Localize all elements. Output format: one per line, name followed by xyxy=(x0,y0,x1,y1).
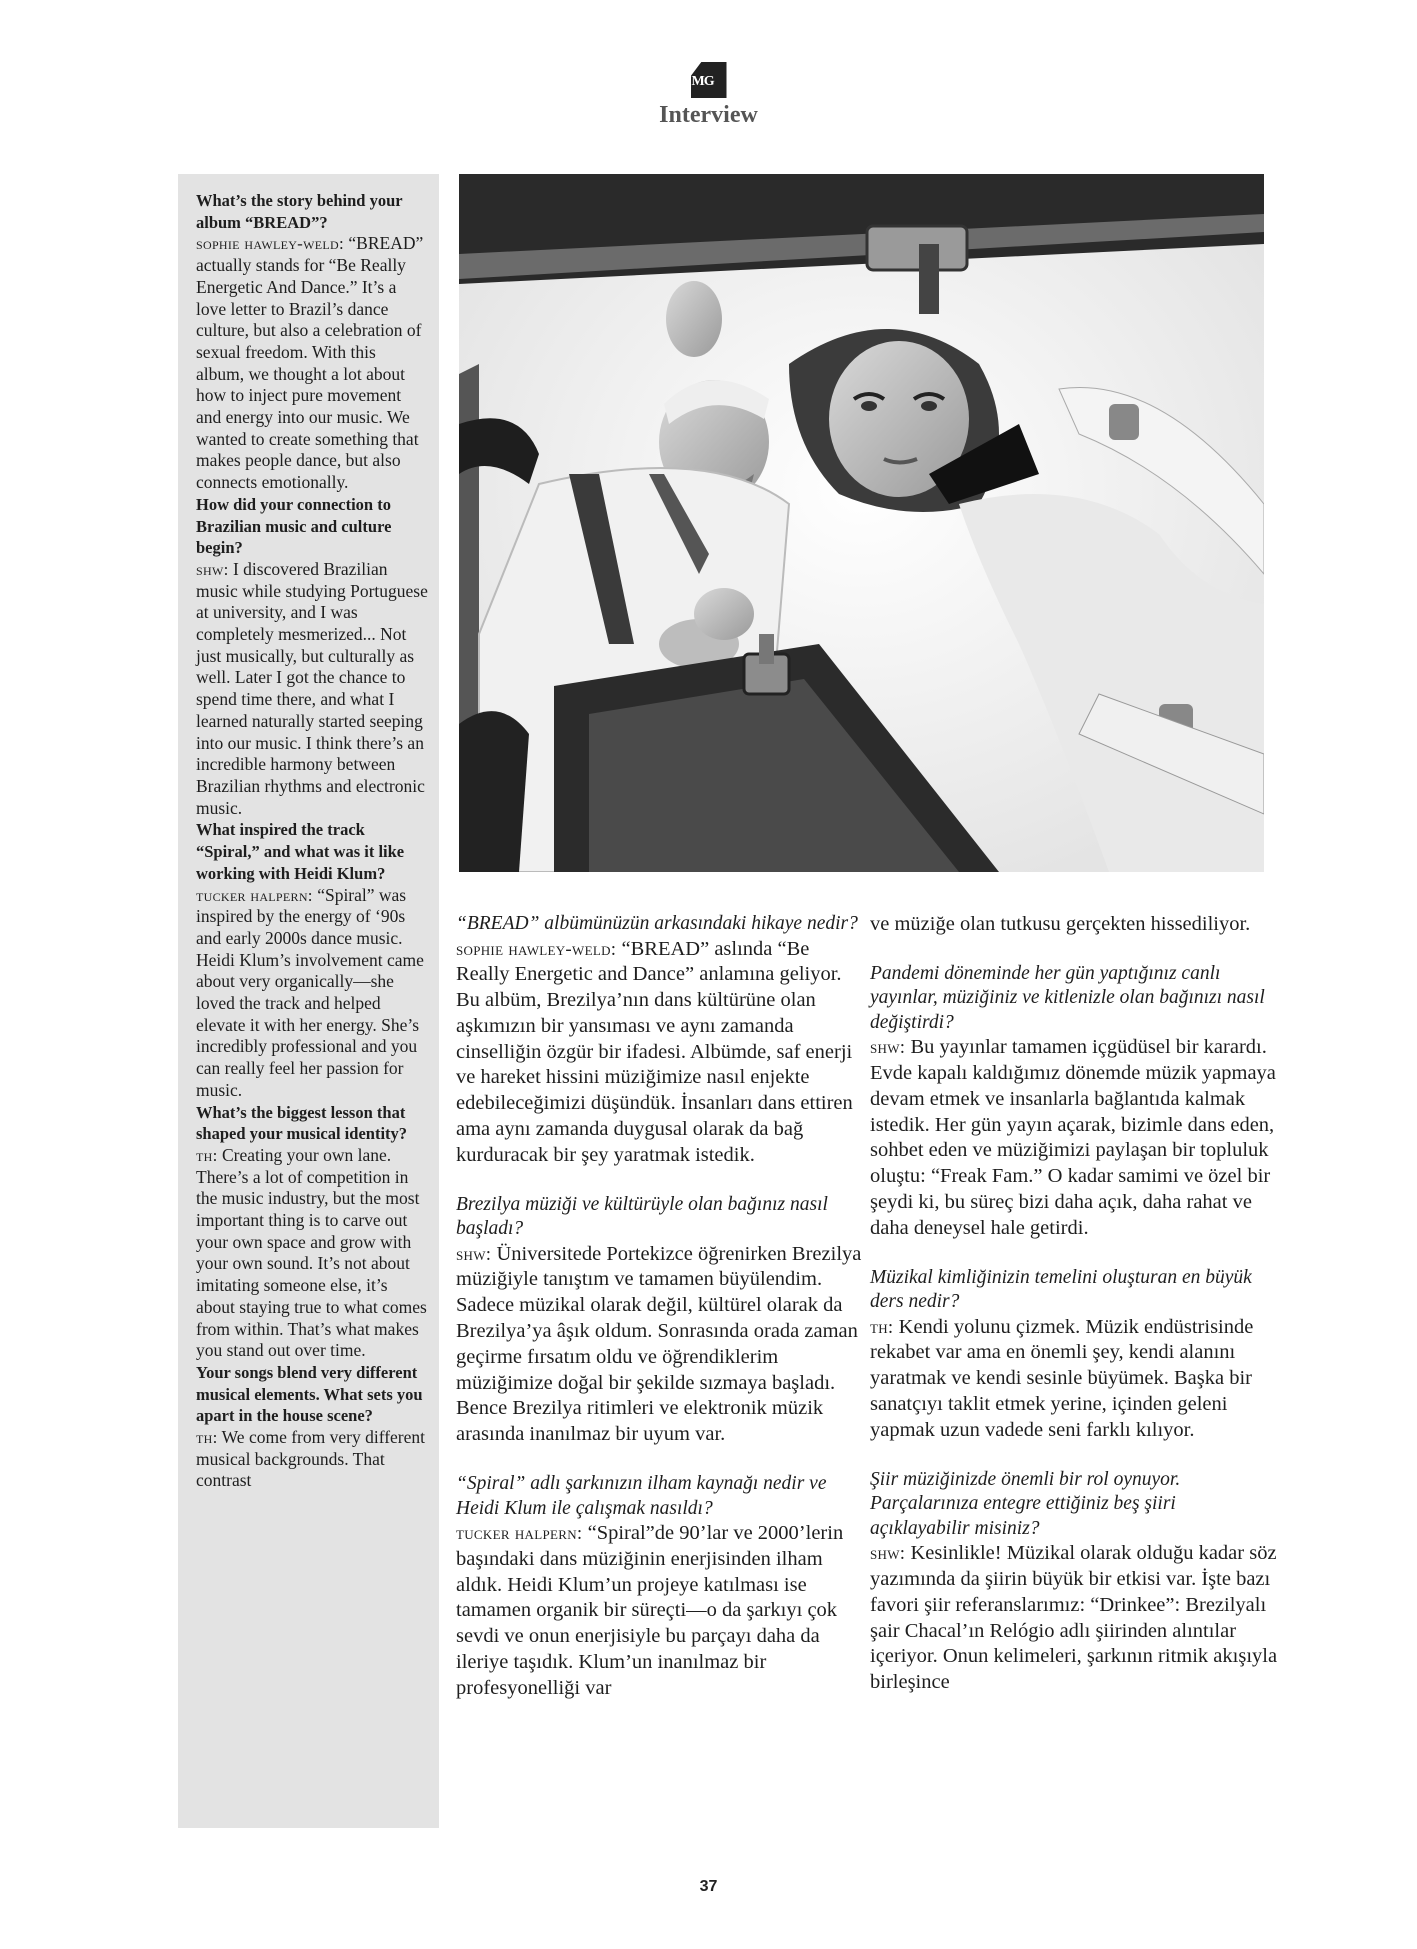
interview-question: Brezilya müziği ve kültürüyle olan bağınız nasıl başladı? xyxy=(456,1193,828,1240)
paragraph-gap xyxy=(870,1444,1280,1468)
speaker-name: sophie hawley-weld: xyxy=(196,234,345,254)
interview-question: What’s the biggest lesson that shaped your musical identity? xyxy=(196,1102,408,1144)
speaker-name: th: xyxy=(870,1316,894,1338)
answer-text: Bu yayınlar tamamen içgüdüsel bir karardı. Evde kapalı kaldığımız dönemde müzik yapmaya devam etmek ve insanlarla bağlantıda kalmak istedik. Her gün yayın açarak, bizimle dans eden, sohbet eden ve müziğimizi paylaşan bir topluluk oluştu: “Freak Fam.” O kadar samimi ve özel bir şeydi ki, bu süreç bizi daha açık, daha rahat ve daha deneysel hale getirdi. xyxy=(870,1036,1276,1239)
interview-answer xyxy=(196,233,428,493)
hinge-top xyxy=(867,226,967,270)
interview-answer xyxy=(456,937,866,1169)
answer-text: We come from very different musical backgrounds. That contrast xyxy=(196,1427,426,1491)
answer-text: Creating your own lane. There’s a lot of competition in the music industry, but the most important thing is to carve out your own space and grow with your own sound. It’s not about imitating someone else, it’s about staying true to what comes from within. That’s what makes you stand out over time. xyxy=(196,1144,427,1361)
speaker-name: shw: xyxy=(870,1037,906,1059)
answer-text: “Spiral”de 90’lar ve 2000’lerin başındaki dans müziğinin enerjisinden ilham aldık. Heidi Klum’un projeye katılması ise tamamen organik bir süreçti—o da şarkıyı çok sevdi ve onun enerjisiyle bu parçayı daha da ileriye taşıdık. Klum’un inanılmaz bir profesyonelliği var xyxy=(456,1522,844,1699)
photo-illustration xyxy=(459,174,1264,872)
interview-answer xyxy=(870,912,1280,938)
interview-question: Pandemi döneminde her gün yaptığınız canlı yayınlar, müziğiniz ve kitlenizle olan bağınızı nasıl değiştirdi? xyxy=(870,962,1265,1033)
turkish-column-1 xyxy=(456,912,866,1702)
paragraph-gap xyxy=(870,938,1280,962)
page-header xyxy=(0,62,1417,129)
answer-text: “BREAD” aslında “Be Really Energetic and Dance” anlamına geliyor. Bu albüm, Brezilya’nın dans kültürüne olan aşkımızın bir yansıması ve aynı zamanda cinselliğin özgür bir ifadesi. Albümde, saf enerji ve hareket hissini müziğimize nasıl enjekte edebileceğimizi düşündük. İnsanları dans ettiren ama aynı zamanda duygusal olarak da bağ kurduracak bir şey yaratmak istedik. xyxy=(456,937,853,1166)
interview-question: Şiir müziğinizde önemli bir rol oynuyor. Parçalarınıza entegre ettiğiniz beş şiiri açıklayabilir misiniz? xyxy=(870,1468,1181,1539)
duo-photo xyxy=(459,174,1264,872)
interview-answer xyxy=(870,1035,1280,1241)
magazine-logo xyxy=(691,62,727,98)
speaker-name: shw: xyxy=(456,1243,492,1265)
interview-question: How did your connection to Brazilian music and culture begin? xyxy=(196,494,392,558)
interview-question: Müzikal kimliğinizin temelini oluşturan en büyük ders nedir? xyxy=(870,1266,1252,1313)
speaker-name: th: xyxy=(196,1428,218,1448)
paragraph-gap xyxy=(456,1448,866,1472)
answer-text: Kesinlikle! Müzikal olarak olduğu kadar söz yazımında da şiirin büyük bir etkisi var. İşte bazı favori şiir referanslarımız: “Drinkee”: Brezilyalı şair Chacal’ın Relógio adlı şiirinden alıntılar içeriyor. Onun kelimeleri, şarkının ritmik akışıyla birleşince xyxy=(870,1542,1278,1694)
page-number: 37 xyxy=(699,1878,718,1895)
interview-question: “Spiral” adlı şarkınızın ilham kaynağı nedir ve Heidi Klum ile çalışmak nasıldı? xyxy=(456,1473,827,1519)
interview-answer xyxy=(196,1145,428,1362)
turkish-column-2 xyxy=(870,912,1280,1696)
speaker-name: shw: xyxy=(870,1543,906,1565)
speaker-name: shw: xyxy=(196,559,229,579)
answer-text: “Spiral” was inspired by the energy of ‘90s and early 2000s dance music. Heidi Klum’s involvement came about very organically—she loved the track and helped elevate it with her energy. She’s incredibly professional and you can really feel her passion for music. xyxy=(196,884,424,1100)
answer-text: Kendi yolunu çizmek. Müzik endüstrisinde rekabet var ama en önemli şey, kendi alanını yaratmak ve kendi sesinle büyümek. Başka bir sanatçıyı taklit etmek yerine, içinden geleni yapmak uzun vadede seni farklı kılıyor. xyxy=(870,1315,1254,1441)
sidebar-text xyxy=(196,190,428,1492)
interview-answer xyxy=(456,1521,866,1702)
interview-answer xyxy=(870,1541,1280,1696)
interview-question: What inspired the track “Spiral,” and what was it like working with Heidi Klum? xyxy=(196,820,405,883)
answer-text: Üniversitede Portekizce öğrenirken Brezilya müziğiyle tanıştım ve tamamen büyülendim. Sadece müzikal olarak değil, kültürel olarak da Brezilya’ya âşık oldum. Sonrasında orada zaman geçirme fırsatım oldu ve öğrendiklerim müziğimize doğal bir şekilde sızmaya başladı. Bence Brezilya ritimleri ve elektronik müzik arasında inanılmaz bir uyum var. xyxy=(456,1242,862,1446)
interview-answer xyxy=(196,885,428,1102)
answer-text: “BREAD” actually stands for “Be Really Energetic And Dance.” It’s a love letter to Brazil’s dance culture, but also a celebration of sexual freedom. With this album, we thought a lot about how to inject pure movement and energy into our music. We wanted to create something that makes people dance, but also connects emotionally. xyxy=(196,233,424,493)
english-sidebar xyxy=(178,174,439,1828)
interview-answer xyxy=(456,1242,866,1448)
paragraph-gap xyxy=(870,1242,1280,1266)
interview-question: “BREAD” albümünüzün arkasındaki hikaye nedir? xyxy=(456,913,858,934)
interview-question: What’s the story behind your album “BREAD”? xyxy=(196,191,403,232)
speaker-name: tucker halpern: xyxy=(456,1523,583,1545)
speaker-name: th: xyxy=(196,1145,218,1165)
paragraph-gap xyxy=(456,1169,866,1193)
speaker-name: tucker halpern: xyxy=(196,885,313,905)
interview-question: Your songs blend very different musical elements. What sets you apart in the house scene? xyxy=(196,1362,423,1426)
speaker-name: sophie hawley-weld: xyxy=(456,938,617,960)
interview-answer xyxy=(196,1427,428,1492)
interview-answer xyxy=(870,1315,1280,1444)
interview-answer xyxy=(196,559,428,819)
logo-text: MG xyxy=(691,74,714,89)
answer-text: I discovered Brazilian music while studying Portuguese at university, and I was completely mesmerized... Not just musically, but culturally as well. Later I got the chance to spend time there, and what I learned naturally started seeping into our music. I think there’s an incredible harmony between Brazilian rhythms and electronic music. xyxy=(196,558,428,818)
section-label: Interview xyxy=(659,102,758,128)
answer-text: ve müziğe olan tutkusu gerçekten hissediliyor. xyxy=(870,913,1251,935)
